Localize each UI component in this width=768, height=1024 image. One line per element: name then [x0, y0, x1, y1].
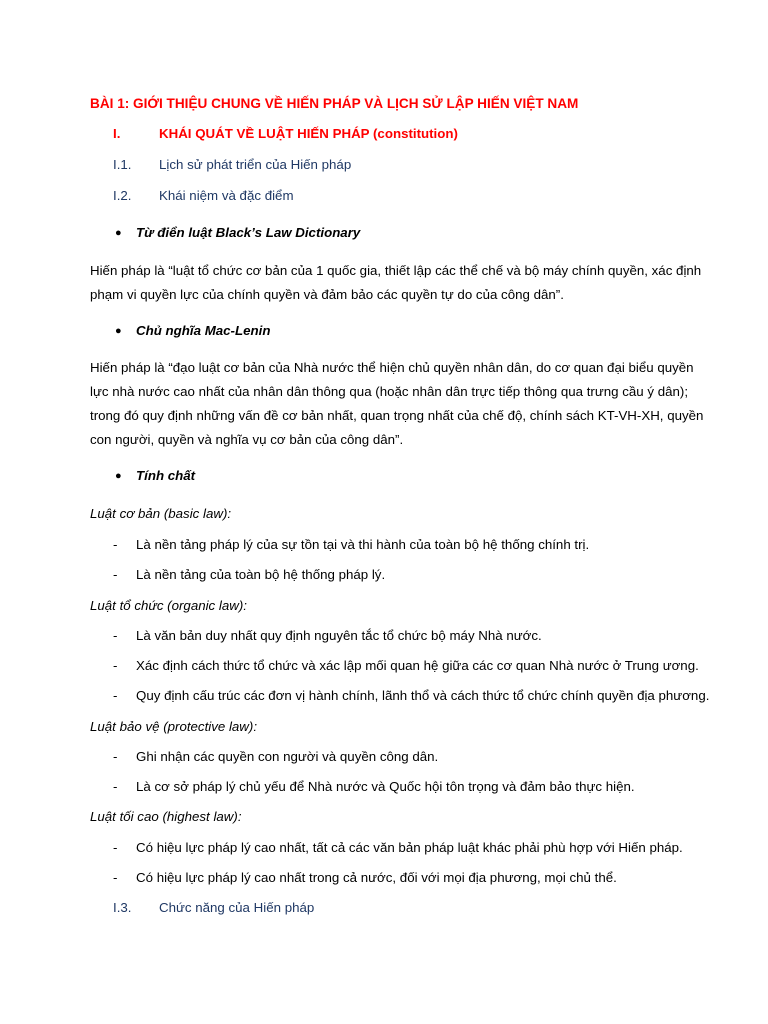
subsection-number: I.1.: [113, 157, 132, 172]
paragraph-line: lực nhà nước cao nhất của nhân dân thông qua (hoặc nhân dân trực tiếp thông qua trưng cầu ý dân);: [90, 384, 689, 399]
page-title: BÀI 1: GIỚI THIỆU CHUNG VỀ HIẾN PHÁP VÀ LỊCH SỬ LẬP HIẾN VIỆT NAM: [90, 96, 579, 111]
dash-marker: -: [113, 537, 118, 552]
property-heading: Luật cơ bản (basic law):: [90, 506, 232, 521]
bullet-icon: ●: [115, 325, 122, 337]
subsection-title: Lịch sử phát triển của Hiến pháp: [159, 157, 352, 172]
dash-marker: -: [113, 779, 118, 794]
section-number: I.: [113, 126, 121, 141]
list-item: Ghi nhận các quyền con người và quyền công dân.: [136, 749, 439, 764]
dash-marker: -: [113, 688, 118, 703]
subsection-title: Khái niệm và đặc điểm: [159, 188, 294, 203]
subsection-number: I.3.: [113, 900, 132, 915]
list-item: Là nền tảng pháp lý của sự tồn tại và thi hành của toàn bộ hệ thống chính trị.: [136, 537, 590, 552]
dash-marker: -: [113, 628, 118, 643]
dash-marker: -: [113, 567, 118, 582]
paragraph-line: con người, quyền và nghĩa vụ cơ bản của công dân”.: [90, 432, 404, 447]
bullet-heading: Tính chất: [136, 468, 196, 483]
section-title: KHÁI QUÁT VỀ LUẬT HIẾN PHÁP (constitution): [159, 126, 458, 141]
bullet-heading: Chủ nghĩa Mac-Lenin: [136, 323, 271, 338]
list-item: Là văn bản duy nhất quy định nguyên tắc tổ chức bộ máy Nhà nước.: [136, 628, 542, 643]
list-item: Có hiệu lực pháp lý cao nhất trong cả nước, đối với mọi địa phương, mọi chủ thể.: [136, 870, 617, 885]
paragraph-line: Hiến pháp là “luật tổ chức cơ bản của 1 quốc gia, thiết lập các thể chế và bộ máy chính quyền, xác định: [90, 263, 702, 278]
dash-marker: -: [113, 840, 118, 855]
paragraph-line: trong đó quy định những vấn đề cơ bản nhất, quan trọng nhất của chế độ, chính sách KT-VH-XH, quyền: [90, 408, 704, 423]
dash-marker: -: [113, 749, 118, 764]
bullet-heading: Từ điển luật Black’s Law Dictionary: [136, 225, 361, 240]
list-item: Có hiệu lực pháp lý cao nhất, tất cả các văn bản pháp luật khác phải phù hợp với Hiến pháp.: [136, 840, 683, 855]
list-item: Xác định cách thức tổ chức và xác lập mối quan hệ giữa các cơ quan Nhà nước ở Trung ương.: [136, 658, 699, 673]
subsection-title: Chức năng của Hiến pháp: [159, 900, 315, 915]
bullet-icon: ●: [115, 227, 122, 239]
property-heading: Luật tổ chức (organic law):: [90, 598, 247, 613]
property-heading: Luật tối cao (highest law):: [90, 809, 242, 824]
paragraph-line: Hiến pháp là “đạo luật cơ bản của Nhà nước thể hiện chủ quyền nhân dân, do cơ quan đại biểu quyền: [90, 360, 694, 375]
list-item: Là cơ sở pháp lý chủ yếu để Nhà nước và Quốc hội tôn trọng và đảm bảo thực hiện.: [136, 779, 635, 794]
dash-marker: -: [113, 870, 118, 885]
property-heading: Luật bảo vệ (protective law):: [90, 719, 258, 734]
bullet-icon: ●: [115, 470, 122, 482]
list-item: Quy định cấu trúc các đơn vị hành chính, lãnh thổ và cách thức tổ chức chính quyền địa phương.: [136, 688, 710, 703]
paragraph-line: phạm vi quyền lực của chính quyền và đảm bảo các quyền tự do của công dân”.: [90, 287, 564, 302]
list-item: Là nền tảng của toàn bộ hệ thống pháp lý.: [136, 567, 386, 582]
dash-marker: -: [113, 658, 118, 673]
subsection-number: I.2.: [113, 188, 132, 203]
